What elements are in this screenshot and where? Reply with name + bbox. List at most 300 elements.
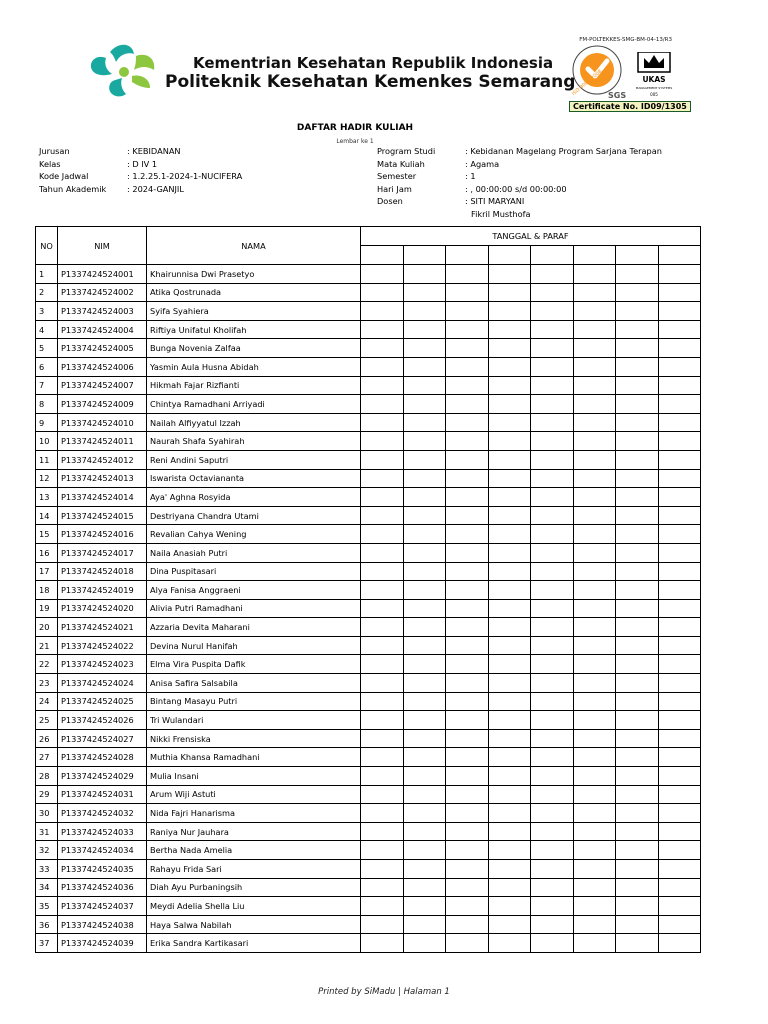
table-row <box>36 674 701 693</box>
signature-cell <box>488 265 531 284</box>
signature-cell <box>531 562 574 581</box>
student-nim: P1337424524026 <box>58 711 147 730</box>
signature-cell <box>531 897 574 916</box>
signature-cell <box>573 525 616 544</box>
signature-cell <box>361 934 404 953</box>
student-nim: P1337424524024 <box>58 674 147 693</box>
signature-cell <box>446 265 489 284</box>
signature-cell <box>531 711 574 730</box>
table-row <box>36 822 701 841</box>
student-nim: P1337424524028 <box>58 748 147 767</box>
signature-cell <box>658 302 701 321</box>
signature-cell <box>616 822 659 841</box>
table-row <box>36 450 701 469</box>
row-number: 3 <box>36 302 58 321</box>
signature-cell <box>658 934 701 953</box>
signature-cell <box>658 357 701 376</box>
signature-cell <box>403 525 446 544</box>
signature-cell <box>488 841 531 860</box>
signature-cell <box>488 767 531 786</box>
signature-cell <box>573 488 616 507</box>
signature-cell <box>658 618 701 637</box>
signature-cell <box>446 804 489 823</box>
row-number: 5 <box>36 339 58 358</box>
signature-cell <box>616 767 659 786</box>
signature-cell <box>446 860 489 879</box>
signature-cell <box>361 450 404 469</box>
signature-cell <box>446 581 489 600</box>
signature-cell <box>616 692 659 711</box>
table-row <box>36 395 701 414</box>
signature-cell <box>446 562 489 581</box>
row-number: 10 <box>36 432 58 451</box>
signature-cell <box>446 748 489 767</box>
student-name: Destriyana Chandra Utami <box>147 506 361 525</box>
student-name: Tri Wulandari <box>147 711 361 730</box>
table-row <box>36 878 701 897</box>
table-row <box>36 804 701 823</box>
signature-cell <box>616 636 659 655</box>
signature-cell <box>403 841 446 860</box>
student-name: Syifa Syahiera <box>147 302 361 321</box>
signature-cell <box>446 339 489 358</box>
ministry-name: Kementrian Kesehatan Republik Indonesia <box>193 54 554 72</box>
signature-cell <box>403 265 446 284</box>
row-number: 12 <box>36 469 58 488</box>
signature-cell <box>488 376 531 395</box>
signature-cell <box>658 413 701 432</box>
signature-cell <box>531 320 574 339</box>
signature-cell <box>573 302 616 321</box>
signature-cell <box>658 655 701 674</box>
signature-cell <box>488 488 531 507</box>
student-name: Anisa Safira Salsabila <box>147 674 361 693</box>
signature-cell <box>403 729 446 748</box>
signature-cell <box>446 599 489 618</box>
date-slot-header <box>531 246 574 265</box>
row-number: 34 <box>36 878 58 897</box>
student-nim: P1337424524011 <box>58 432 147 451</box>
signature-cell <box>403 655 446 674</box>
signature-cell <box>446 915 489 934</box>
signature-cell <box>361 562 404 581</box>
signature-cell <box>488 636 531 655</box>
student-name: Hikmah Fajar Rizfianti <box>147 376 361 395</box>
signature-cell <box>573 320 616 339</box>
info-label-kelas: Kelas <box>39 158 61 169</box>
column-header-no: NO <box>36 227 58 265</box>
signature-cell <box>616 413 659 432</box>
student-nim: P1337424524036 <box>58 878 147 897</box>
signature-cell <box>658 692 701 711</box>
info-label-program-studi: Program Studi <box>377 146 436 156</box>
signature-cell <box>361 525 404 544</box>
student-name: Haya Salwa Nabilah <box>147 915 361 934</box>
footer-printed-by: Printed by SiMadu | Halaman 1 <box>318 987 450 997</box>
signature-cell <box>573 265 616 284</box>
signature-cell <box>573 878 616 897</box>
student-name: Dina Puspitasari <box>147 562 361 581</box>
student-name: Chintya Ramadhani Arriyadi <box>147 395 361 414</box>
signature-cell <box>616 581 659 600</box>
student-nim: P1337424524035 <box>58 860 147 879</box>
signature-cell <box>446 283 489 302</box>
signature-cell <box>658 488 701 507</box>
student-name: Nikki Frensiska <box>147 729 361 748</box>
signature-cell <box>573 785 616 804</box>
signature-cell <box>616 265 659 284</box>
signature-cell <box>488 934 531 953</box>
signature-cell <box>616 450 659 469</box>
document-title: DAFTAR HADIR KULIAH <box>296 123 414 133</box>
signature-cell <box>488 915 531 934</box>
signature-cell <box>446 488 489 507</box>
signature-cell <box>573 339 616 358</box>
signature-cell <box>361 265 404 284</box>
signature-cell <box>573 897 616 916</box>
student-nim: P1337424524025 <box>58 692 147 711</box>
signature-cell <box>361 655 404 674</box>
student-name: Naurah Shafa Syahirah <box>147 432 361 451</box>
signature-cell <box>616 841 659 860</box>
date-slot-header <box>361 246 404 265</box>
document-subtitle: Lembar ke 1 <box>336 138 374 145</box>
signature-cell <box>488 729 531 748</box>
signature-cell <box>403 711 446 730</box>
signature-cell <box>488 878 531 897</box>
signature-cell <box>658 265 701 284</box>
signature-cell <box>658 320 701 339</box>
signature-cell <box>446 320 489 339</box>
table-row <box>36 432 701 451</box>
signature-cell <box>403 599 446 618</box>
signature-cell <box>403 395 446 414</box>
signature-cell <box>488 469 531 488</box>
row-number: 4 <box>36 320 58 339</box>
signature-cell <box>573 413 616 432</box>
date-slot-header <box>446 246 489 265</box>
signature-cell <box>531 804 574 823</box>
info-label-kode-jadwal: Kode Jadwal <box>39 171 89 181</box>
signature-cell <box>658 674 701 693</box>
form-code: FM-POLTEKKES-SMG-BM-04-13/R3 <box>579 37 672 43</box>
signature-cell <box>658 543 701 562</box>
signature-cell <box>403 636 446 655</box>
table-row <box>36 860 701 879</box>
signature-cell <box>361 636 404 655</box>
info-label-tahun-akademik: Tahun Akademik <box>39 183 107 194</box>
student-nim: P1337424524010 <box>58 413 147 432</box>
student-nim: P1337424524020 <box>58 599 147 618</box>
signature-cell <box>446 506 489 525</box>
signature-cell <box>531 860 574 879</box>
signature-cell <box>403 692 446 711</box>
student-nim: P1337424524039 <box>58 934 147 953</box>
signature-cell <box>403 320 446 339</box>
student-name: Erika Sandra Kartikasari <box>147 934 361 953</box>
signature-cell <box>403 897 446 916</box>
student-nim: P1337424524019 <box>58 581 147 600</box>
signature-cell <box>403 934 446 953</box>
signature-cell <box>361 785 404 804</box>
signature-cell <box>361 339 404 358</box>
signature-cell <box>446 395 489 414</box>
signature-cell <box>446 934 489 953</box>
signature-cell <box>616 804 659 823</box>
signature-cell <box>658 822 701 841</box>
iso-label: ISO 9001:2008 <box>570 68 604 98</box>
table-row <box>36 357 701 376</box>
signature-cell <box>403 804 446 823</box>
signature-cell <box>573 655 616 674</box>
signature-cell <box>403 860 446 879</box>
table-row <box>36 692 701 711</box>
student-nim: P1337424524034 <box>58 841 147 860</box>
signature-cell <box>573 822 616 841</box>
signature-cell <box>403 767 446 786</box>
signature-cell <box>658 581 701 600</box>
signature-cell <box>403 413 446 432</box>
course-info <box>0 145 768 225</box>
table-row <box>36 339 701 358</box>
student-nim: P1337424524006 <box>58 357 147 376</box>
signature-cell <box>446 618 489 637</box>
row-number: 8 <box>36 395 58 414</box>
signature-cell <box>488 320 531 339</box>
row-number: 20 <box>36 618 58 637</box>
student-name: Nailah Alfiyyatul Izzah <box>147 413 361 432</box>
row-number: 15 <box>36 525 58 544</box>
table-row <box>36 525 701 544</box>
table-row <box>36 599 701 618</box>
row-number: 36 <box>36 915 58 934</box>
signature-cell <box>403 506 446 525</box>
signature-cell <box>361 543 404 562</box>
row-number: 23 <box>36 674 58 693</box>
table-row <box>36 488 701 507</box>
signature-cell <box>446 897 489 916</box>
signature-cell <box>488 302 531 321</box>
column-header-tanggal-paraf: TANGGAL & PARAF <box>361 227 701 246</box>
student-nim: P1337424524015 <box>58 506 147 525</box>
signature-cell <box>616 488 659 507</box>
info-label-dosen: Dosen <box>377 196 403 206</box>
signature-cell <box>573 711 616 730</box>
signature-cell <box>616 432 659 451</box>
table-row <box>36 636 701 655</box>
signature-cell <box>488 581 531 600</box>
signature-cell <box>531 581 574 600</box>
student-nim: P1337424524007 <box>58 376 147 395</box>
table-row <box>36 729 701 748</box>
row-number: 7 <box>36 376 58 395</box>
signature-cell <box>488 283 531 302</box>
signature-cell <box>573 450 616 469</box>
table-row <box>36 562 701 581</box>
signature-cell <box>403 562 446 581</box>
signature-cell <box>488 897 531 916</box>
signature-cell <box>361 767 404 786</box>
signature-cell <box>531 376 574 395</box>
signature-cell <box>361 413 404 432</box>
signature-cell <box>573 506 616 525</box>
signature-cell <box>531 488 574 507</box>
signature-cell <box>573 581 616 600</box>
student-nim: P1337424524002 <box>58 283 147 302</box>
student-nim: P1337424524005 <box>58 339 147 358</box>
student-name: Meydi Adelia Shella Liu <box>147 897 361 916</box>
signature-cell <box>446 711 489 730</box>
row-number: 31 <box>36 822 58 841</box>
info-label-hari-jam: Hari Jam <box>377 183 412 194</box>
signature-cell <box>658 729 701 748</box>
table-row <box>36 618 701 637</box>
signature-cell <box>658 339 701 358</box>
signature-cell <box>658 878 701 897</box>
signature-cell <box>446 767 489 786</box>
student-name: Rahayu Frida Sari <box>147 860 361 879</box>
signature-cell <box>446 692 489 711</box>
signature-cell <box>361 599 404 618</box>
student-nim: P1337424524004 <box>58 320 147 339</box>
ukas-number: 005 <box>650 92 658 97</box>
student-nim: P1337424524013 <box>58 469 147 488</box>
signature-cell <box>616 543 659 562</box>
date-slot-header <box>488 246 531 265</box>
signature-cell <box>488 822 531 841</box>
student-name: Azzaria Devita Maharani <box>147 618 361 637</box>
signature-cell <box>488 450 531 469</box>
signature-cell <box>573 283 616 302</box>
table-row <box>36 506 701 525</box>
signature-cell <box>658 562 701 581</box>
student-name: Mulia Insani <box>147 767 361 786</box>
table-row <box>36 265 701 284</box>
signature-cell <box>658 432 701 451</box>
signature-cell <box>403 581 446 600</box>
student-nim: P1337424524031 <box>58 785 147 804</box>
row-number: 6 <box>36 357 58 376</box>
signature-cell <box>361 357 404 376</box>
signature-cell <box>488 357 531 376</box>
table-row <box>36 302 701 321</box>
signature-cell <box>658 748 701 767</box>
signature-cell <box>488 432 531 451</box>
signature-cell <box>573 376 616 395</box>
row-number: 11 <box>36 450 58 469</box>
signature-cell <box>573 432 616 451</box>
signature-cell <box>403 822 446 841</box>
row-number: 19 <box>36 599 58 618</box>
signature-cell <box>361 488 404 507</box>
student-name: Raniya Nur Jauhara <box>147 822 361 841</box>
student-name: Iswarista Octaviananta <box>147 469 361 488</box>
attendance-table <box>35 226 701 953</box>
row-number: 24 <box>36 692 58 711</box>
student-name: Elma Vira Puspita Dafik <box>147 655 361 674</box>
signature-cell <box>531 636 574 655</box>
signature-cell <box>403 785 446 804</box>
signature-cell <box>488 506 531 525</box>
signature-cell <box>361 302 404 321</box>
ukas-crown-icon <box>635 52 673 100</box>
signature-cell <box>616 506 659 525</box>
table-row <box>36 581 701 600</box>
signature-cell <box>446 674 489 693</box>
signature-cell <box>531 543 574 562</box>
signature-cell <box>403 748 446 767</box>
student-name: Naila Anasiah Putri <box>147 543 361 562</box>
table-row <box>36 785 701 804</box>
signature-cell <box>658 376 701 395</box>
student-nim: P1337424524022 <box>58 636 147 655</box>
signature-cell <box>531 283 574 302</box>
signature-cell <box>531 357 574 376</box>
signature-cell <box>403 674 446 693</box>
signature-cell <box>531 432 574 451</box>
signature-cell <box>531 822 574 841</box>
signature-cell <box>616 934 659 953</box>
signature-cell <box>446 841 489 860</box>
row-number: 27 <box>36 748 58 767</box>
signature-cell <box>446 525 489 544</box>
row-number: 37 <box>36 934 58 953</box>
table-row <box>36 841 701 860</box>
signature-cell <box>488 599 531 618</box>
signature-cell <box>446 450 489 469</box>
signature-cell <box>488 711 531 730</box>
student-nim: P1337424524016 <box>58 525 147 544</box>
signature-cell <box>361 283 404 302</box>
signature-cell <box>616 915 659 934</box>
signature-cell <box>531 599 574 618</box>
signature-cell <box>531 302 574 321</box>
row-number: 17 <box>36 562 58 581</box>
signature-cell <box>531 692 574 711</box>
row-number: 30 <box>36 804 58 823</box>
date-slot-header <box>573 246 616 265</box>
signature-cell <box>658 636 701 655</box>
signature-cell <box>488 804 531 823</box>
signature-cell <box>446 729 489 748</box>
row-number: 32 <box>36 841 58 860</box>
student-nim: P1337424524023 <box>58 655 147 674</box>
student-name: Devina Nurul Hanifah <box>147 636 361 655</box>
signature-cell <box>488 525 531 544</box>
signature-cell <box>531 878 574 897</box>
signature-cell <box>531 674 574 693</box>
student-name: Riftiya Unifatul Kholifah <box>147 320 361 339</box>
signature-cell <box>403 618 446 637</box>
signature-cell <box>446 432 489 451</box>
signature-cell <box>616 395 659 414</box>
row-number: 14 <box>36 506 58 525</box>
signature-cell <box>446 878 489 897</box>
signature-cell <box>531 915 574 934</box>
signature-cell <box>446 543 489 562</box>
signature-cell <box>531 841 574 860</box>
signature-cell <box>616 599 659 618</box>
signature-cell <box>531 934 574 953</box>
signature-cell <box>361 711 404 730</box>
signature-cell <box>446 636 489 655</box>
signature-cell <box>658 915 701 934</box>
row-number: 2 <box>36 283 58 302</box>
signature-cell <box>361 432 404 451</box>
date-slot-header <box>403 246 446 265</box>
student-name: Revalian Cahya Wening <box>147 525 361 544</box>
row-number: 1 <box>36 265 58 284</box>
